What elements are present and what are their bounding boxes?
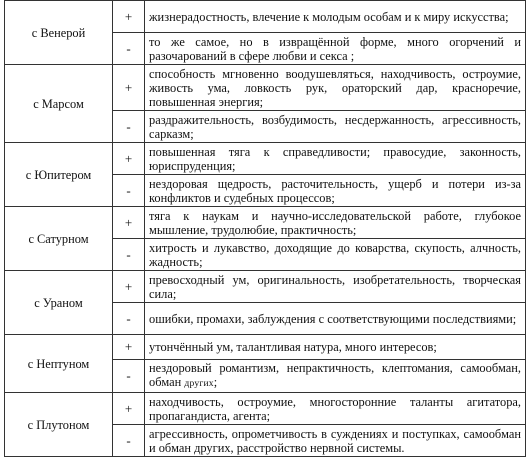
positive-description: жизнерадостность, влечение к молодым особам и к миру искусства; (145, 1, 526, 33)
minus-sign: - (113, 360, 145, 393)
table-row (5, 207, 526, 239)
negative-description: нездоровая щедрость, расточительность, ущерб и потери из-за конфликтов и судебных процессов; (145, 175, 526, 207)
positive-description: способность мгновенно воодушевляться, находчивость, остроумие, живость ума, ловкость рук, ораторский дар, красноречие, повышенная энергия; (145, 65, 526, 111)
negative-description-main: нездоровый романтизм, непрактичность, клептомания, самообман, обман (149, 361, 521, 389)
positive-description: тяга к наукам и научно-исследовательской работе, глубокое мышление, трудолюбие, практичность; (145, 207, 526, 239)
negative-description: хитрость и лукавство, доходящие до коварства, скупость, алчность, жадность; (145, 239, 526, 271)
table-row (5, 393, 526, 425)
negative-description (145, 360, 526, 393)
plus-sign: + (113, 143, 145, 175)
negative-description-end: ; (213, 375, 218, 389)
minus-sign: - (113, 175, 145, 207)
minus-sign: - (113, 33, 145, 65)
plus-sign: + (113, 1, 145, 33)
plus-sign: + (113, 207, 145, 239)
minus-sign: - (113, 239, 145, 271)
positive-description: повышенная тяга к справедливости; правосудие, законность, юриспруденция; (145, 143, 526, 175)
minus-sign: - (113, 425, 145, 457)
negative-description: ошибки, промахи, заблуждения с соответствующими последствиями; (145, 303, 526, 335)
table-row (5, 143, 526, 175)
plus-sign: + (113, 335, 145, 360)
plus-sign: + (113, 271, 145, 303)
planet-cell: с Плутоном (5, 393, 113, 457)
negative-description: агрессивность, опрометчивость в суждениях и поступках, самообман и обман других, расстройство нервной системы. (145, 425, 526, 457)
planet-cell: с Ураном (5, 271, 113, 335)
planet-cell: с Юпитером (5, 143, 113, 207)
plus-sign: + (113, 65, 145, 111)
planet-cell: с Нептуном (5, 335, 113, 393)
positive-description: превосходный ум, оригинальность, изобретательность, творческая сила; (145, 271, 526, 303)
positive-description: утончённый ум, талантливая натура, много интересов; (145, 335, 526, 360)
planet-cell: с Венерой (5, 1, 113, 65)
positive-description: находчивость, остроумие, многосторонние таланты агитатора, пропагандиста, агента; (145, 393, 526, 425)
table-row (5, 1, 526, 33)
table-row (5, 65, 526, 111)
aspects-table (4, 0, 526, 457)
table-row (5, 271, 526, 303)
negative-description: раздражительность, возбудимость, несдержанность, агрессивность, сарказм; (145, 111, 526, 143)
planet-cell: с Сатурном (5, 207, 113, 271)
minus-sign: - (113, 303, 145, 335)
plus-sign: + (113, 393, 145, 425)
planet-cell: с Марсом (5, 65, 113, 143)
negative-description: то же самое, но в извращённой форме, много огорчений и разочарований в сфере любви и секса ; (145, 33, 526, 65)
small-caps-word: других (184, 378, 214, 389)
table-row (5, 335, 526, 360)
minus-sign: - (113, 111, 145, 143)
